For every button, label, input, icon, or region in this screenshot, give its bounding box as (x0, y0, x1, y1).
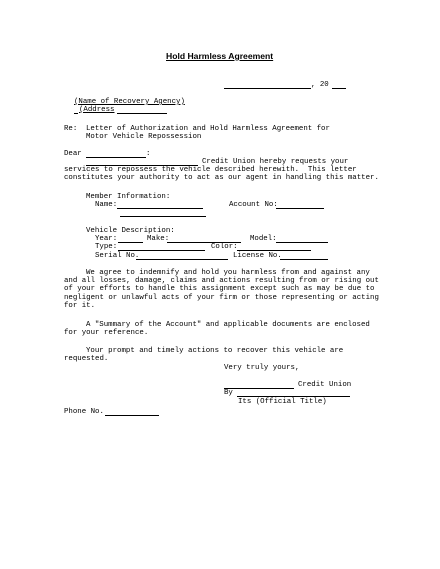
prompt-line-2: requested. (64, 355, 109, 363)
closing: Very truly yours, (224, 364, 300, 372)
type-label: Type: (95, 243, 118, 251)
signature-credit-union-blank[interactable] (224, 382, 294, 389)
vehicle-license-blank[interactable] (280, 253, 328, 260)
official-title: Its (Official Title) (238, 398, 327, 406)
re-line-1: Letter of Authorization and Hold Harmless Agreement for (86, 125, 330, 133)
serial-label: Serial No. (95, 252, 140, 260)
summary-line-1: A "Summary of the Account" and applicable documents are enclosed (86, 321, 370, 329)
vehicle-make-blank[interactable] (167, 236, 241, 243)
recipient-agency: (Name of Recovery Agency) (74, 98, 185, 106)
date-year-prefix: , 20 (311, 81, 329, 89)
phone-label: Phone No. (64, 408, 104, 416)
by-label: By (224, 389, 233, 397)
account-blank[interactable] (276, 202, 324, 209)
vehicle-year-blank[interactable] (118, 236, 143, 243)
member-name-second-blank[interactable] (120, 210, 206, 217)
recipient-address-lead-blank[interactable] (74, 107, 78, 114)
re-label: Re: (64, 125, 78, 133)
model-label: Model: (250, 235, 277, 243)
salutation-blank[interactable] (86, 151, 146, 158)
make-label: Make: (147, 235, 170, 243)
intro-line-2: services to repossess the vehicle described herewith. This letter (64, 166, 357, 174)
document-title: Hold Harmless Agreement (166, 51, 274, 61)
color-label: Color: (211, 243, 238, 251)
indemnity-line-4: negligent or unlawful acts of your firm or those representing or acting (64, 294, 379, 302)
member-name-blank[interactable] (117, 202, 203, 209)
phone-blank[interactable] (105, 409, 159, 416)
member-name-label: Name: (95, 201, 118, 209)
credit-union-name-blank[interactable] (86, 159, 198, 166)
signature-credit-union: Credit Union (298, 381, 352, 389)
indemnity-line-2: and all losses, damage, claims and actions resulting from or rising out (64, 277, 379, 285)
indemnity-line-1: We agree to indemnify and hold you harmless from and against any (86, 269, 370, 277)
member-heading: Member Information: (86, 193, 171, 201)
indemnity-line-3: of your efforts to handle this assignment except such as may be due to (64, 285, 375, 293)
year-blank[interactable] (332, 82, 346, 89)
vehicle-serial-blank[interactable] (136, 253, 228, 260)
intro-line-1: Credit Union hereby requests your (202, 158, 349, 166)
account-label: Account No: (229, 201, 278, 209)
recipient-address-blank[interactable] (117, 107, 167, 114)
license-label: License No. (233, 252, 282, 260)
date-blank[interactable] (224, 82, 311, 89)
salutation-colon: : (146, 150, 151, 158)
intro-line-3: constitutes your authority to act as our agent in handling this matter. (64, 174, 379, 182)
vehicle-color-blank[interactable] (237, 244, 311, 251)
vehicle-model-blank[interactable] (276, 236, 328, 243)
signature-by-blank[interactable] (237, 390, 350, 397)
indemnity-line-5: for it. (64, 302, 96, 310)
salutation: Dear (64, 150, 82, 158)
recipient-address: (Address (79, 106, 115, 114)
prompt-line-1: Your prompt and timely actions to recover this vehicle are (86, 347, 344, 355)
year-label: Year: (95, 235, 118, 243)
vehicle-heading: Vehicle Description: (86, 227, 175, 235)
vehicle-type-blank[interactable] (118, 244, 205, 251)
summary-line-2: for your reference. (64, 329, 149, 337)
re-line-2: Motor Vehicle Repossession (86, 133, 202, 141)
